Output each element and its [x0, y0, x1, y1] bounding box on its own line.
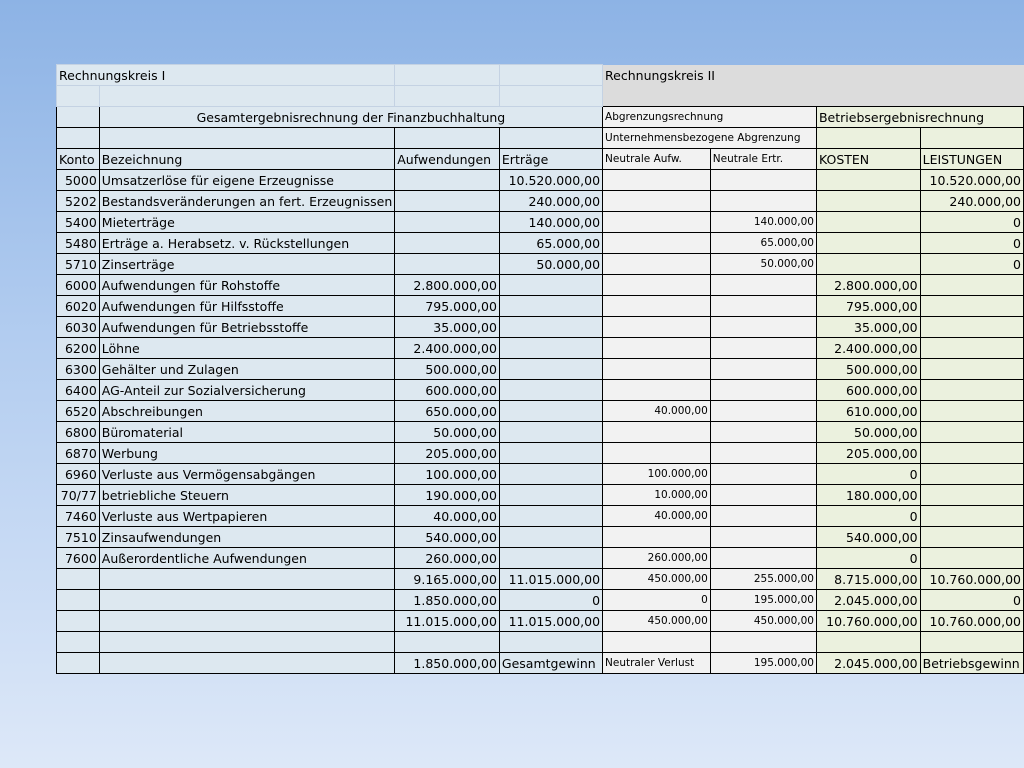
header-row-3	[57, 107, 1024, 128]
aufwendungen-cell: 500.000,00	[395, 359, 500, 380]
neutrale-aufwendungen-cell	[603, 317, 711, 338]
neutrale-aufwendungen-cell	[603, 191, 711, 212]
ertraege-cell: 240.000,00	[499, 191, 602, 212]
neutrale-ertraege-cell	[710, 485, 816, 506]
bezeichnung-cell: Abschreibungen	[99, 401, 394, 422]
bezeichnung-cell: Mieterträge	[99, 212, 394, 233]
bezeichnung-cell: Verluste aus Vermögensabgängen	[99, 464, 394, 485]
gewinn-value-cell: 1.850.000,00	[395, 653, 500, 674]
ertraege-cell	[499, 527, 602, 548]
bezeichnung-cell: Zinserträge	[99, 254, 394, 275]
konto-cell: 6870	[57, 443, 100, 464]
aufwendungen-cell: 190.000,00	[395, 485, 500, 506]
konto-cell: 7510	[57, 527, 100, 548]
neutrale-aufwendungen-cell: 100.000,00	[603, 464, 711, 485]
neutrale-aufwendungen-cell: 40.000,00	[603, 506, 711, 527]
bezeichnung-cell: AG-Anteil zur Sozialversicherung	[99, 380, 394, 401]
aufwendungen-cell: 40.000,00	[395, 506, 500, 527]
empty-cell	[99, 590, 394, 611]
kosten-cell	[816, 191, 920, 212]
aufwendungen-total-cell: 9.165.000,00	[395, 569, 500, 590]
neutrale-aufwendungen-cell	[603, 254, 711, 275]
neutrale-ertraege-cell	[710, 443, 816, 464]
aufwendungen-cell: 540.000,00	[395, 527, 500, 548]
konto-cell: 70/77	[57, 485, 100, 506]
empty-cell	[57, 653, 100, 674]
bezeichnung-header: Bezeichnung	[99, 149, 394, 170]
neutrale-aufwendungen-total-cell: 450.000,00	[603, 569, 711, 590]
account-row	[57, 338, 1024, 359]
bezeichnung-cell: Aufwendungen für Rohstoffe	[99, 275, 394, 296]
neutrale-ertraege-header: Neutrale Ertr.	[710, 149, 816, 170]
kosten-cell	[816, 254, 920, 275]
empty-cell	[57, 86, 100, 107]
account-row	[57, 275, 1024, 296]
ertraege-cell	[499, 317, 602, 338]
aufwendungen-cell: 650.000,00	[395, 401, 500, 422]
aufwendungen-cell: 205.000,00	[395, 443, 500, 464]
leistungen-cell	[920, 359, 1023, 380]
empty-cell	[395, 128, 500, 149]
account-row	[57, 296, 1024, 317]
neutrale-ertraege-cell	[710, 506, 816, 527]
neutrale-aufwendungen-cell: 260.000,00	[603, 548, 711, 569]
kosten-cell: 50.000,00	[816, 422, 920, 443]
leistungen-cell	[920, 443, 1023, 464]
ertraege-cell	[499, 464, 602, 485]
konto-cell: 6030	[57, 317, 100, 338]
empty-cell	[99, 86, 394, 107]
konto-cell: 5710	[57, 254, 100, 275]
empty-cell	[99, 632, 394, 653]
ertraege-cell	[499, 443, 602, 464]
ertraege-cell: 65.000,00	[499, 233, 602, 254]
kosten-cell: 610.000,00	[816, 401, 920, 422]
konto-cell: 6800	[57, 422, 100, 443]
leistungen-total-cell: 10.760.000,00	[920, 569, 1023, 590]
bezeichnung-cell: Verluste aus Wertpapieren	[99, 506, 394, 527]
aufwendungen-cell: 2.800.000,00	[395, 275, 500, 296]
neutrale-ertraege-cell	[710, 548, 816, 569]
abgrenzungsrechnung-label: Abgrenzungsrechnung	[603, 107, 817, 128]
kosten-cell: 540.000,00	[816, 527, 920, 548]
leistungen-cell	[920, 506, 1023, 527]
ertraege-cell: 10.520.000,00	[499, 170, 602, 191]
neutrale-ertraege-cell	[710, 380, 816, 401]
aufwendungen-cell: 2.400.000,00	[395, 338, 500, 359]
neutrale-ertraege-cell	[710, 422, 816, 443]
neutrale-aufwendungen-cell	[603, 359, 711, 380]
leistungen-cell: 0	[920, 212, 1023, 233]
aufwendungen-total-cell: 11.015.000,00	[395, 611, 500, 632]
leistungen-cell	[920, 296, 1023, 317]
empty-cell	[99, 128, 394, 149]
bezeichnung-cell: Aufwendungen für Betriebsstoffe	[99, 317, 394, 338]
leistungen-cell: 0	[920, 254, 1023, 275]
ertraege-total-cell: 0	[499, 590, 602, 611]
header-row-2	[57, 86, 1024, 107]
bezeichnung-cell: Zinsaufwendungen	[99, 527, 394, 548]
kosten-cell: 2.800.000,00	[816, 275, 920, 296]
neutrale-ertraege-total-cell: 195.000,00	[710, 590, 816, 611]
kosten-total-cell: 2.045.000,00	[816, 590, 920, 611]
empty-cell	[57, 590, 100, 611]
bezeichnung-cell: Löhne	[99, 338, 394, 359]
neutrale-ertraege-cell	[710, 527, 816, 548]
konto-cell: 5000	[57, 170, 100, 191]
neutrale-ertraege-cell	[710, 401, 816, 422]
kosten-header: KOSTEN	[816, 149, 920, 170]
aufwendungen-cell: 795.000,00	[395, 296, 500, 317]
betriebsgewinn-label: Betriebsgewinn	[920, 653, 1023, 674]
konto-cell: 6200	[57, 338, 100, 359]
neutrale-ertraege-cell	[710, 170, 816, 191]
account-row	[57, 212, 1024, 233]
bezeichnung-cell: Bestandsveränderungen an fert. Erzeugnissen	[99, 191, 394, 212]
ertraege-cell	[499, 296, 602, 317]
empty-cell	[57, 128, 100, 149]
neutrale-ertraege-cell	[710, 317, 816, 338]
empty-cell	[57, 632, 100, 653]
leistungen-cell	[920, 464, 1023, 485]
neutrale-aufwendungen-cell	[603, 170, 711, 191]
empty-cell	[816, 128, 920, 149]
neutrale-aufwendungen-cell	[603, 443, 711, 464]
account-row	[57, 401, 1024, 422]
kosten-cell: 0	[816, 548, 920, 569]
account-row	[57, 191, 1024, 212]
neutrale-aufwendungen-cell: 40.000,00	[603, 401, 711, 422]
leistungen-cell	[920, 401, 1023, 422]
neutrale-aufwendungen-cell	[603, 338, 711, 359]
konto-cell: 6300	[57, 359, 100, 380]
account-row	[57, 548, 1024, 569]
leistungen-header: LEISTUNGEN	[920, 149, 1023, 170]
empty-cell	[99, 653, 394, 674]
account-row	[57, 527, 1024, 548]
neutrale-aufwendungen-cell	[603, 422, 711, 443]
leistungen-cell	[920, 527, 1023, 548]
ertraege-cell	[499, 485, 602, 506]
empty-cell	[816, 632, 920, 653]
empty-cell	[603, 86, 1024, 107]
account-row	[57, 233, 1024, 254]
ertraege-cell	[499, 401, 602, 422]
result-row	[57, 653, 1024, 674]
leistungen-cell	[920, 380, 1023, 401]
empty-cell	[57, 611, 100, 632]
konto-cell: 5202	[57, 191, 100, 212]
aufwendungen-cell	[395, 212, 500, 233]
neutrale-aufwendungen-cell	[603, 296, 711, 317]
aufwendungen-cell: 100.000,00	[395, 464, 500, 485]
ertraege-cell	[499, 506, 602, 527]
neutrale-ertraege-cell: 65.000,00	[710, 233, 816, 254]
aufwendungen-cell	[395, 233, 500, 254]
bezeichnung-cell: betriebliche Steuern	[99, 485, 394, 506]
account-row	[57, 443, 1024, 464]
konto-cell: 7460	[57, 506, 100, 527]
ertraege-cell	[499, 422, 602, 443]
empty-cell	[920, 128, 1023, 149]
leistungen-cell: 240.000,00	[920, 191, 1023, 212]
kosten-cell	[816, 212, 920, 233]
ertraege-total-cell: 11.015.000,00	[499, 611, 602, 632]
neutrale-aufwendungen-total-cell: 450.000,00	[603, 611, 711, 632]
column-header-row	[57, 149, 1024, 170]
kosten-total-cell: 8.715.000,00	[816, 569, 920, 590]
kosten-total-cell: 10.760.000,00	[816, 611, 920, 632]
neutrale-aufwendungen-cell	[603, 380, 711, 401]
neutrale-aufwendungen-cell	[603, 275, 711, 296]
bezeichnung-cell: Erträge a. Herabsetz. v. Rückstellungen	[99, 233, 394, 254]
aufwendungen-cell: 600.000,00	[395, 380, 500, 401]
account-row	[57, 422, 1024, 443]
neutrale-aufwendungen-cell	[603, 233, 711, 254]
neutrale-aufwendungen-cell: 10.000,00	[603, 485, 711, 506]
konto-cell: 5400	[57, 212, 100, 233]
empty-cell	[395, 86, 500, 107]
neutrale-aufwendungen-total-cell: 0	[603, 590, 711, 611]
empty-cell	[395, 632, 500, 653]
unternehmensbezogene-abgrenzung-label: Unternehmensbezogene Abgrenzung	[603, 128, 817, 149]
kosten-cell: 600.000,00	[816, 380, 920, 401]
bezeichnung-cell: Werbung	[99, 443, 394, 464]
empty-cell	[499, 128, 602, 149]
kosten-cell: 0	[816, 464, 920, 485]
gesamtergebnisrechnung-label: Gesamtergebnisrechnung der Finanzbuchhaltung	[99, 107, 602, 128]
leistungen-total-cell: 0	[920, 590, 1023, 611]
bezeichnung-cell: Umsatzerlöse für eigene Erzeugnisse	[99, 170, 394, 191]
neutrale-ertraege-total-cell: 450.000,00	[710, 611, 816, 632]
bezeichnung-cell: Außerordentliche Aufwendungen	[99, 548, 394, 569]
leistungen-cell: 10.520.000,00	[920, 170, 1023, 191]
leistungen-cell: 0	[920, 233, 1023, 254]
aufwendungen-cell: 260.000,00	[395, 548, 500, 569]
account-row	[57, 506, 1024, 527]
ergebnistabelle	[56, 64, 1024, 674]
ertraege-cell: 50.000,00	[499, 254, 602, 275]
neutrale-ertraege-cell	[710, 296, 816, 317]
leistungen-cell	[920, 275, 1023, 296]
neutrale-ertraege-total-cell: 255.000,00	[710, 569, 816, 590]
kosten-cell: 180.000,00	[816, 485, 920, 506]
ertraege-cell	[499, 380, 602, 401]
konto-cell: 6520	[57, 401, 100, 422]
empty-cell	[499, 632, 602, 653]
empty-cell	[710, 632, 816, 653]
konto-cell: 6400	[57, 380, 100, 401]
kosten-cell	[816, 233, 920, 254]
kosten-cell: 500.000,00	[816, 359, 920, 380]
betriebsergebnisrechnung-label: Betriebsergebnisrechnung	[816, 107, 1023, 128]
totals-row	[57, 611, 1024, 632]
neutrale-ertraege-cell	[710, 191, 816, 212]
ertraege-cell	[499, 275, 602, 296]
empty-cell	[499, 86, 602, 107]
neutrale-aufwendungen-cell	[603, 212, 711, 233]
aufwendungen-total-cell: 1.850.000,00	[395, 590, 500, 611]
kosten-cell: 35.000,00	[816, 317, 920, 338]
kosten-cell	[816, 170, 920, 191]
header-row-4	[57, 128, 1024, 149]
empty-cell	[99, 611, 394, 632]
empty-cell	[499, 65, 602, 86]
account-row	[57, 485, 1024, 506]
spacer-row	[57, 632, 1024, 653]
kosten-cell: 795.000,00	[816, 296, 920, 317]
ertraege-cell	[499, 338, 602, 359]
aufwendungen-cell: 50.000,00	[395, 422, 500, 443]
ertraege-header: Erträge	[499, 149, 602, 170]
ertraege-total-cell: 11.015.000,00	[499, 569, 602, 590]
neutraler-verlust-value: 195.000,00	[710, 653, 816, 674]
leistungen-cell	[920, 485, 1023, 506]
kosten-cell: 0	[816, 506, 920, 527]
account-row	[57, 359, 1024, 380]
rechnungskreis-2-label: Rechnungskreis II	[603, 65, 1024, 86]
neutrale-ertraege-cell: 140.000,00	[710, 212, 816, 233]
neutrale-aufwendungen-header: Neutrale Aufw.	[603, 149, 711, 170]
account-row	[57, 254, 1024, 275]
aufwendungen-cell: 35.000,00	[395, 317, 500, 338]
konto-cell: 6000	[57, 275, 100, 296]
bezeichnung-cell: Aufwendungen für Hilfsstoffe	[99, 296, 394, 317]
ertraege-cell	[499, 359, 602, 380]
kosten-cell: 2.400.000,00	[816, 338, 920, 359]
neutrale-aufwendungen-cell	[603, 527, 711, 548]
aufwendungen-cell	[395, 191, 500, 212]
aufwendungen-cell	[395, 254, 500, 275]
empty-cell	[920, 632, 1023, 653]
leistungen-cell	[920, 317, 1023, 338]
konto-cell: 5480	[57, 233, 100, 254]
empty-cell	[603, 632, 711, 653]
leistungen-cell	[920, 338, 1023, 359]
empty-cell	[57, 569, 100, 590]
totals-row	[57, 590, 1024, 611]
ertraege-cell: 140.000,00	[499, 212, 602, 233]
neutrale-ertraege-cell	[710, 464, 816, 485]
neutrale-ertraege-cell	[710, 359, 816, 380]
account-row	[57, 464, 1024, 485]
account-row	[57, 170, 1024, 191]
bezeichnung-cell: Büromaterial	[99, 422, 394, 443]
betriebsgewinn-value: 2.045.000,00	[816, 653, 920, 674]
kosten-cell: 205.000,00	[816, 443, 920, 464]
neutrale-ertraege-cell: 50.000,00	[710, 254, 816, 275]
header-row-1	[57, 65, 1024, 86]
empty-cell	[99, 569, 394, 590]
empty-cell	[395, 65, 500, 86]
konto-cell: 6960	[57, 464, 100, 485]
neutraler-verlust-label: Neutraler Verlust	[603, 653, 711, 674]
aufwendungen-header: Aufwendungen	[395, 149, 500, 170]
aufwendungen-cell	[395, 170, 500, 191]
konto-cell: 7600	[57, 548, 100, 569]
neutrale-ertraege-cell	[710, 275, 816, 296]
bezeichnung-cell: Gehälter und Zulagen	[99, 359, 394, 380]
totals-row	[57, 569, 1024, 590]
empty-cell	[57, 107, 100, 128]
konto-header: Konto	[57, 149, 100, 170]
leistungen-cell	[920, 422, 1023, 443]
gesamtgewinn-label: Gesamtgewinn	[499, 653, 602, 674]
ertraege-cell	[499, 548, 602, 569]
rechnungskreis-1-label: Rechnungskreis I	[57, 65, 395, 86]
neutrale-ertraege-cell	[710, 338, 816, 359]
account-row	[57, 380, 1024, 401]
konto-cell: 6020	[57, 296, 100, 317]
leistungen-cell	[920, 548, 1023, 569]
leistungen-total-cell: 10.760.000,00	[920, 611, 1023, 632]
account-row	[57, 317, 1024, 338]
